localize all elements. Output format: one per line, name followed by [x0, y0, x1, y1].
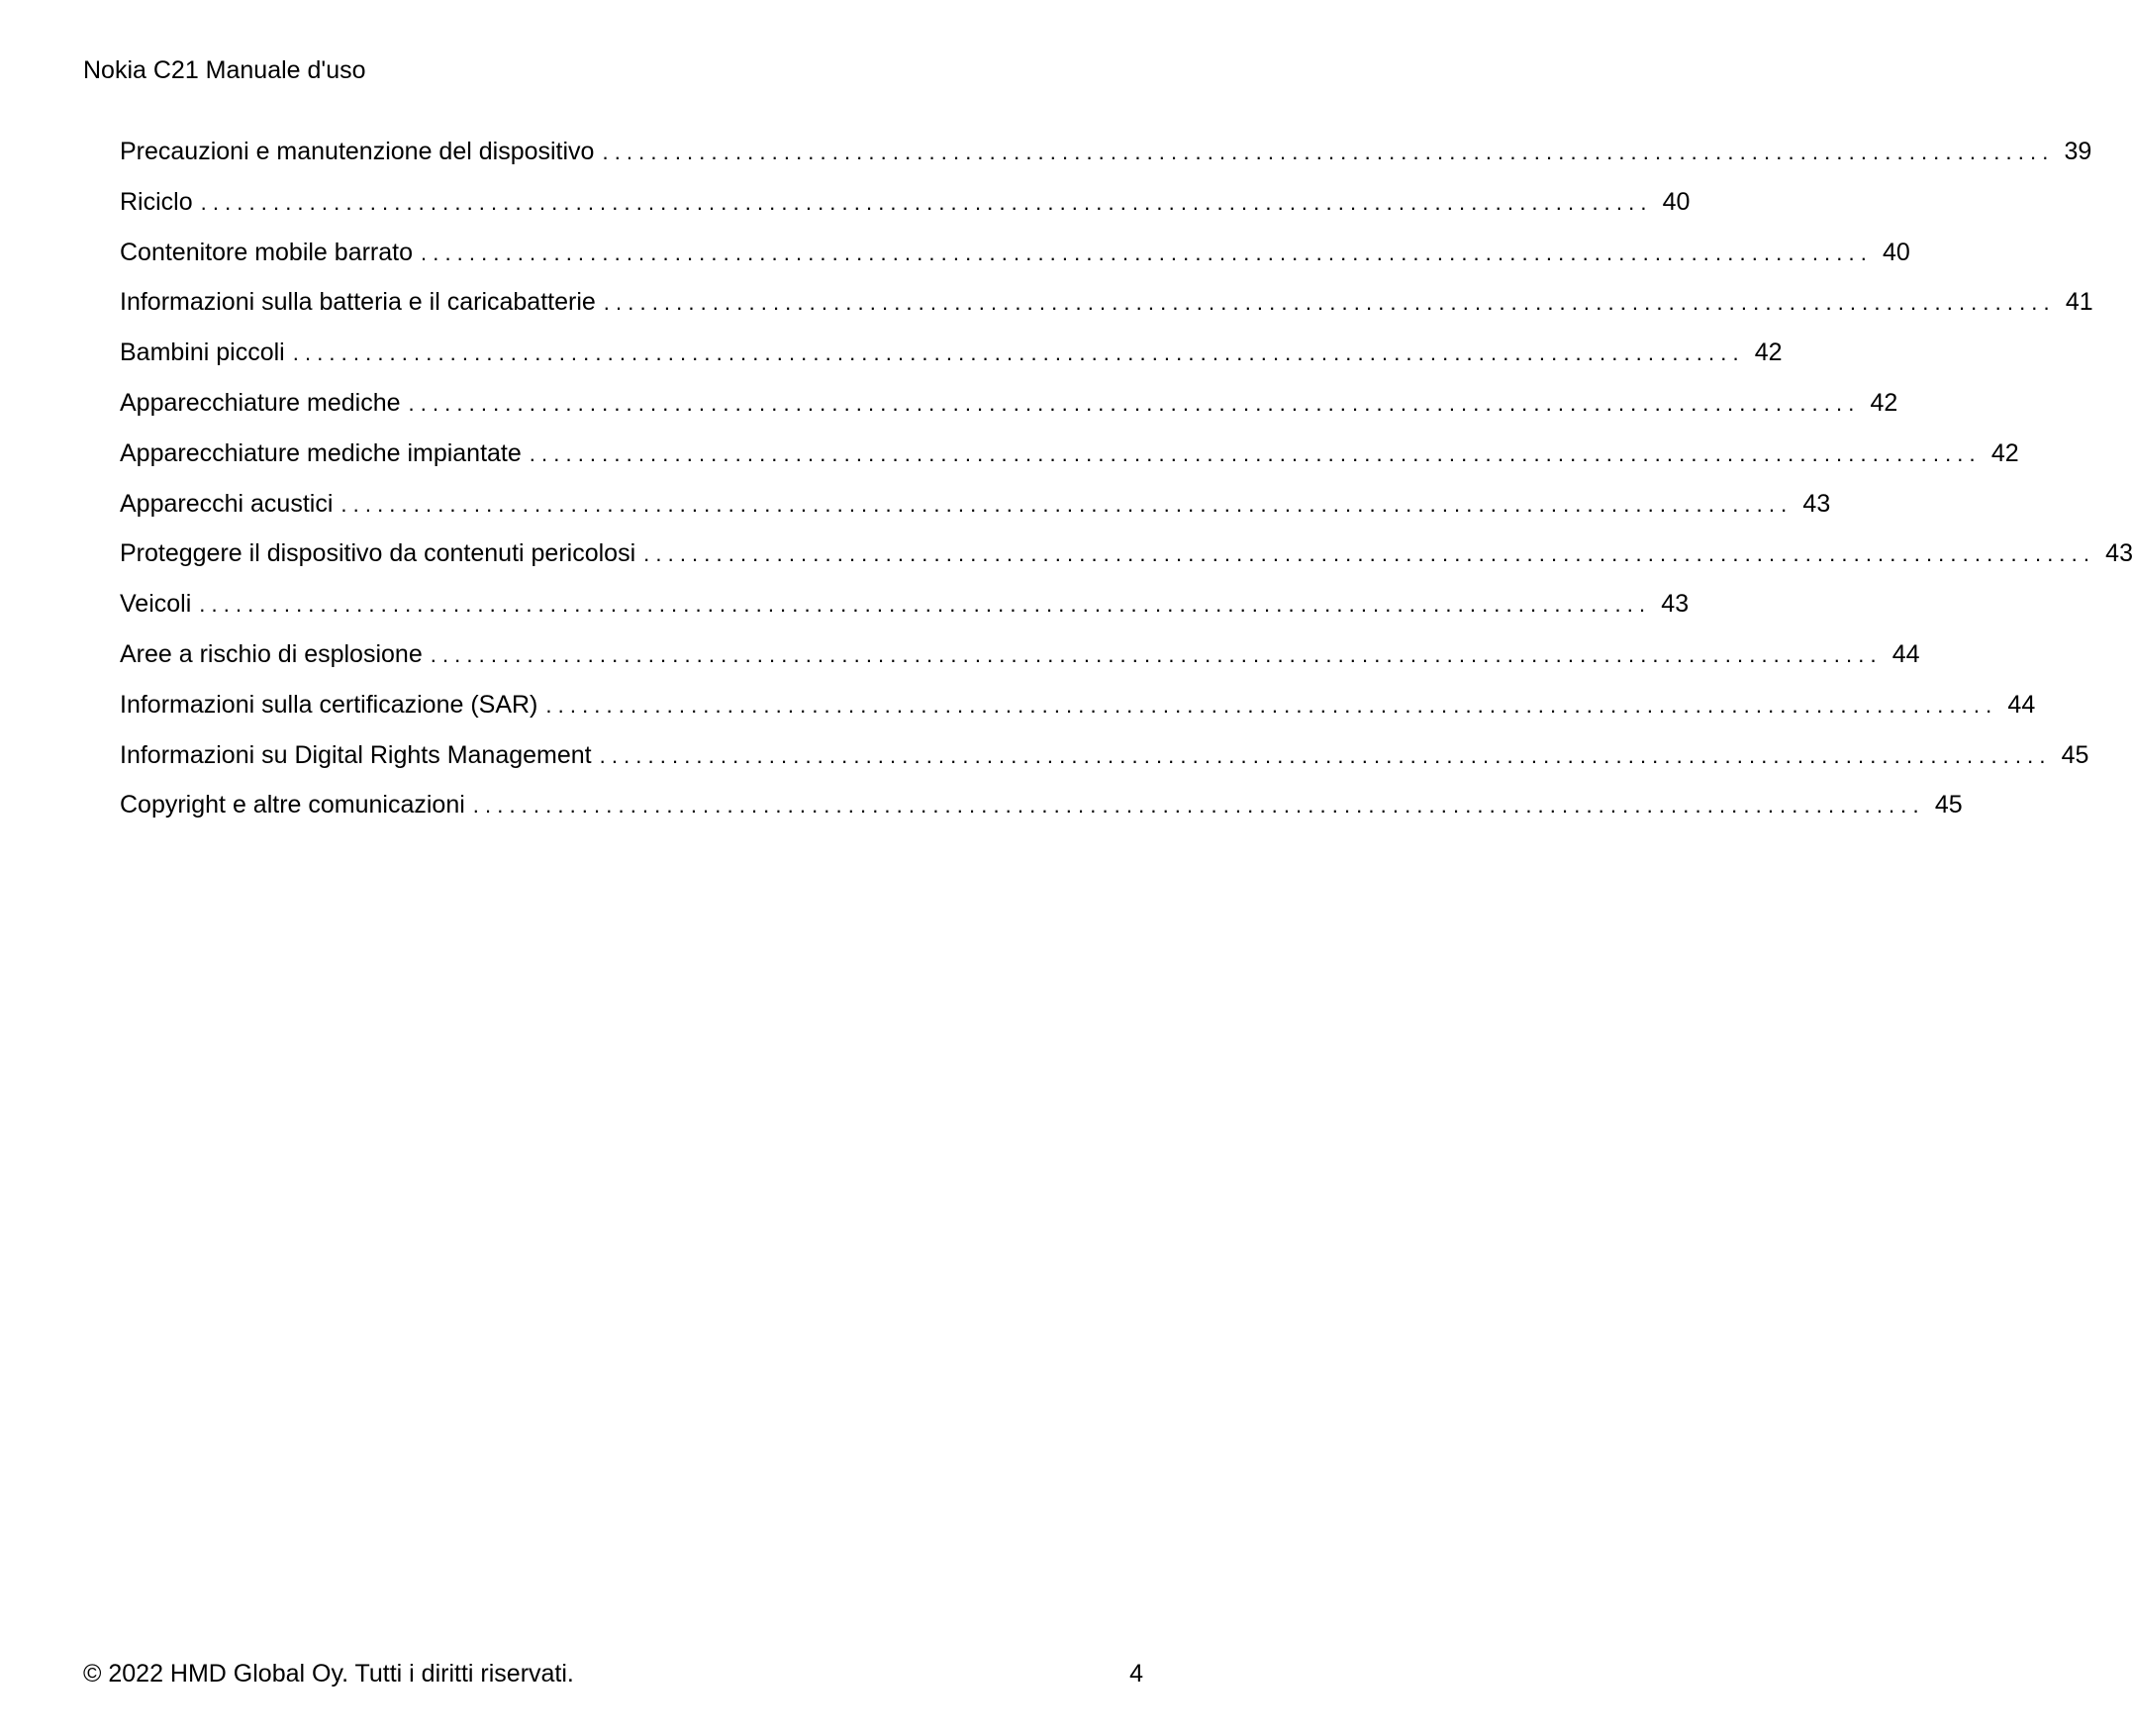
toc-dot-leader: . . . . . . . . . . . . . . . . . . . . . . . . . . . . . . . . . . . . . . . . . . . . . . . . . . . . . . . . . . . . . . . . . . . . . . . . . . . . . . . . . . . . . . . . . . . . . . . . . . . . . . . . . . . . . . . . . . . . . . . . [199, 592, 1646, 618]
toc-entry[interactable] [120, 238, 1910, 288]
toc-entry[interactable] [120, 740, 2089, 791]
toc-entry-title: Informazioni su Digital Rights Management [120, 740, 592, 769]
toc-entry[interactable] [120, 287, 2093, 338]
toc-entry-page-number: 44 [1891, 639, 1920, 668]
toc-entry-title: Proteggere il dispositivo da contenuti pericolosi [120, 539, 636, 568]
toc-entry-title: Veicoli [120, 590, 192, 619]
toc-dot-leader: . . . . . . . . . . . . . . . . . . . . . . . . . . . . . . . . . . . . . . . . . . . . . . . . . . . . . . . . . . . . . . . . . . . . . . . . . . . . . . . . . . . . . . . . . . . . . . . . . . . . . . . . . . . . . . . . . . . . . . . . [200, 189, 1647, 215]
toc-dot-leader: . . . . . . . . . . . . . . . . . . . . . . . . . . . . . . . . . . . . . . . . . . . . . . . . . . . . . . . . . . . . . . . . . . . . . . . . . . . . . . . . . . . . . . . . . . . . . . . . . . . . . . . . . . . . . . . . . . . . . . . . [340, 491, 1788, 517]
toc-entry-page-number: 45 [2061, 740, 2089, 769]
toc-entry-page-number: 43 [1802, 489, 1831, 518]
toc-entry[interactable] [120, 639, 1920, 690]
toc-dot-leader: . . . . . . . . . . . . . . . . . . . . . . . . . . . . . . . . . . . . . . . . . . . . . . . . . . . . . . . . . . . . . . . . . . . . . . . . . . . . . . . . . . . . . . . . . . . . . . . . . . . . . . . . . . . . . . . . . . . . . . . . [529, 440, 1976, 466]
toc-dot-leader: . . . . . . . . . . . . . . . . . . . . . . . . . . . . . . . . . . . . . . . . . . . . . . . . . . . . . . . . . . . . . . . . . . . . . . . . . . . . . . . . . . . . . . . . . . . . . . . . . . . . . . . . . . . . . . . . . . . . . . . . [408, 390, 1855, 416]
toc-entry-page-number: 42 [1870, 388, 1898, 417]
toc-dot-leader: . . . . . . . . . . . . . . . . . . . . . . . . . . . . . . . . . . . . . . . . . . . . . . . . . . . . . . . . . . . . . . . . . . . . . . . . . . . . . . . . . . . . . . . . . . . . . . . . . . . . . . . . . . . . . . . . . . . . . . . . [602, 140, 2049, 164]
toc-entry-page-number: 41 [2065, 288, 2093, 317]
toc-entry-title: Apparecchiature mediche [120, 388, 401, 417]
toc-entry-title: Copyright e altre comunicazioni [120, 791, 465, 820]
toc-entry[interactable] [120, 690, 2036, 740]
toc-entry[interactable] [120, 589, 1690, 639]
toc-entry-title: Riciclo [120, 187, 193, 216]
toc-entry-page-number: 39 [2064, 138, 2092, 165]
toc-dot-leader: . . . . . . . . . . . . . . . . . . . . . . . . . . . . . . . . . . . . . . . . . . . . . . . . . . . . . . . . . . . . . . . . . . . . . . . . . . . . . . . . . . . . . . . . . . . . . . . . . . . . . . . . . . . . . . . . . . . . . . . . [643, 541, 2089, 567]
toc-entry[interactable] [120, 137, 2092, 187]
toc-entry-page-number: 43 [2105, 539, 2133, 568]
toc-entry-page-number: 45 [1934, 791, 1963, 820]
toc-entry-page-number: 42 [1990, 438, 2019, 467]
toc-entry[interactable] [120, 790, 1963, 840]
toc-entry[interactable] [120, 338, 1783, 388]
toc-entry-title: Precauzioni e manutenzione del dispositivo [120, 138, 595, 165]
copyright-notice: © 2022 HMD Global Oy. Tutti i diritti riservati. [83, 1660, 574, 1688]
table-of-contents [120, 137, 2133, 840]
document-header-title: Nokia C21 Manuale d'uso [83, 56, 366, 84]
toc-dot-leader: . . . . . . . . . . . . . . . . . . . . . . . . . . . . . . . . . . . . . . . . . . . . . . . . . . . . . . . . . . . . . . . . . . . . . . . . . . . . . . . . . . . . . . . . . . . . . . . . . . . . . . . . . . . . . . . . . . . . . . . . [421, 240, 1867, 265]
toc-entry[interactable] [120, 187, 1691, 238]
toc-dot-leader: . . . . . . . . . . . . . . . . . . . . . . . . . . . . . . . . . . . . . . . . . . . . . . . . . . . . . . . . . . . . . . . . . . . . . . . . . . . . . . . . . . . . . . . . . . . . . . . . . . . . . . . . . . . . . . . . . . . . . . . . [430, 641, 1877, 667]
toc-entry[interactable] [120, 489, 1831, 539]
toc-entry-title: Bambini piccoli [120, 338, 285, 367]
toc-dot-leader: . . . . . . . . . . . . . . . . . . . . . . . . . . . . . . . . . . . . . . . . . . . . . . . . . . . . . . . . . . . . . . . . . . . . . . . . . . . . . . . . . . . . . . . . . . . . . . . . . . . . . . . . . . . . . . . . . . . . . . . . [292, 340, 1739, 366]
toc-entry[interactable] [120, 438, 2019, 489]
toc-entry-page-number: 42 [1754, 338, 1783, 367]
toc-dot-leader: . . . . . . . . . . . . . . . . . . . . . . . . . . . . . . . . . . . . . . . . . . . . . . . . . . . . . . . . . . . . . . . . . . . . . . . . . . . . . . . . . . . . . . . . . . . . . . . . . . . . . . . . . . . . . . . . . . . . . . . . [603, 290, 2050, 316]
toc-entry-title: Contenitore mobile barrato [120, 238, 413, 266]
toc-entry-page-number: 43 [1661, 590, 1690, 619]
toc-entry-title: Apparecchi acustici [120, 489, 334, 518]
toc-dot-leader: . . . . . . . . . . . . . . . . . . . . . . . . . . . . . . . . . . . . . . . . . . . . . . . . . . . . . . . . . . . . . . . . . . . . . . . . . . . . . . . . . . . . . . . . . . . . . . . . . . . . . . . . . . . . . . . . . . . . . . . . [599, 742, 2046, 768]
toc-entry[interactable] [120, 538, 2133, 589]
toc-entry-page-number: 40 [1662, 187, 1691, 216]
toc-entry-page-number: 40 [1883, 238, 1910, 266]
toc-entry[interactable] [120, 388, 1898, 438]
toc-dot-leader: . . . . . . . . . . . . . . . . . . . . . . . . . . . . . . . . . . . . . . . . . . . . . . . . . . . . . . . . . . . . . . . . . . . . . . . . . . . . . . . . . . . . . . . . . . . . . . . . . . . . . . . . . . . . . . . . . . . . . . . . [545, 692, 1992, 718]
page-footer [83, 1659, 1143, 1688]
toc-entry-title: Apparecchiature mediche impiantate [120, 438, 522, 467]
page-number: 4 [1129, 1660, 1143, 1688]
toc-entry-title: Aree a rischio di esplosione [120, 639, 423, 668]
toc-entry-title: Informazioni sulla batteria e il caricabatterie [120, 288, 596, 317]
toc-entry-title: Informazioni sulla certificazione (SAR) [120, 690, 538, 719]
toc-dot-leader: . . . . . . . . . . . . . . . . . . . . . . . . . . . . . . . . . . . . . . . . . . . . . . . . . . . . . . . . . . . . . . . . . . . . . . . . . . . . . . . . . . . . . . . . . . . . . . . . . . . . . . . . . . . . . . . . . . . . . . . . [472, 793, 1919, 819]
toc-entry-page-number: 44 [2007, 690, 2036, 719]
